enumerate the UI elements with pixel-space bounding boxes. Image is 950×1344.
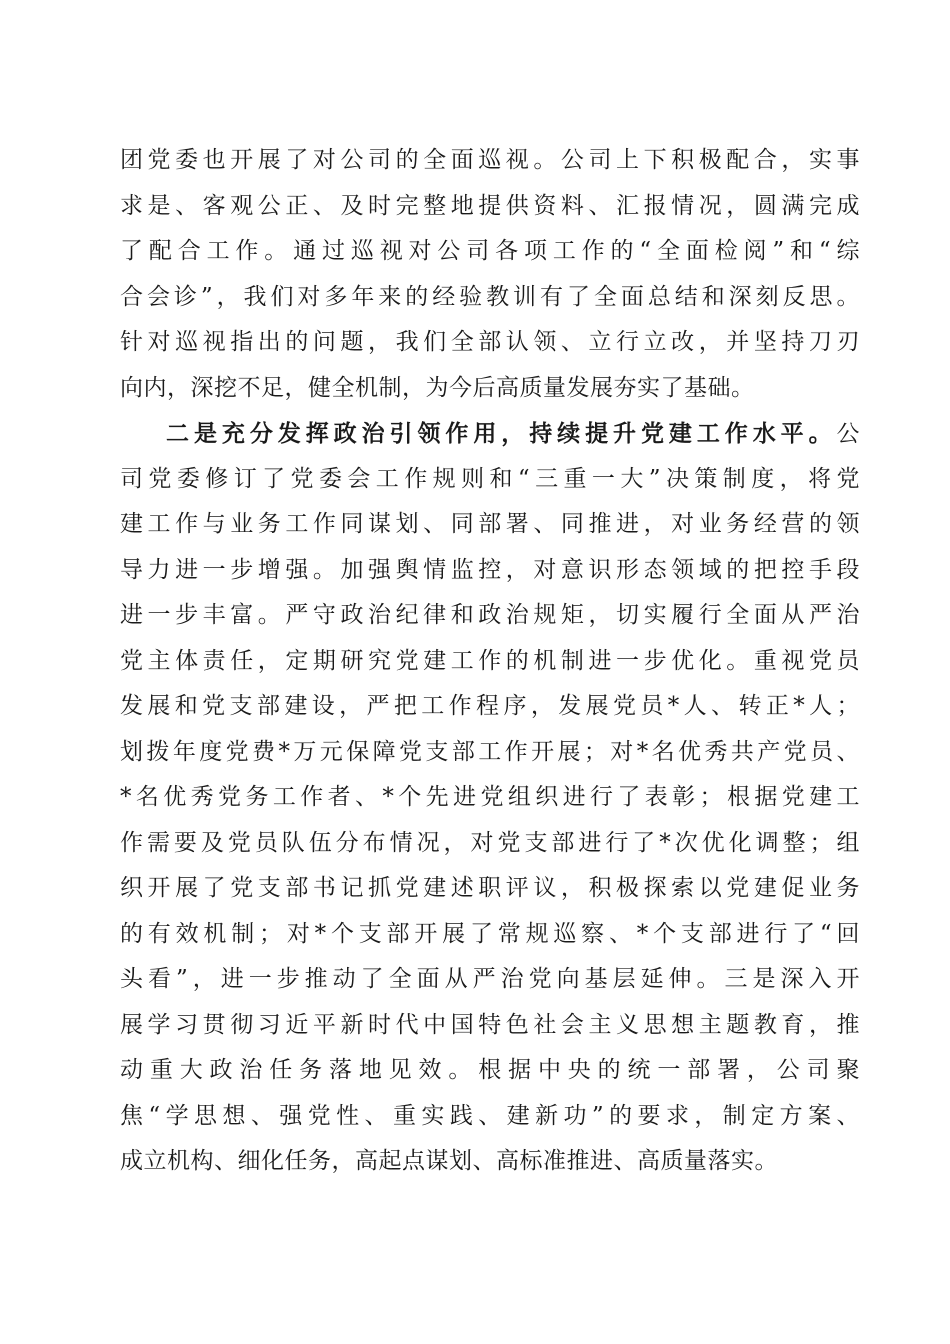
text-line: 作需要及党员队伍分布情况，对党支部进行了*次优化调整；组 [120,829,860,856]
text-line: 司党委修订了党委会工作规则和“三重一大”决策制度，将党 [120,465,860,492]
text-line: 团党委也开展了对公司的全面巡视。公司上下积极配合，实事 [120,147,860,173]
text-line: 求是、客观公正、及时完整地提供资料、汇报情况，圆满完成 [120,192,860,219]
text-line: 动重大政治任务落地见效。根据中央的统一部署，公司聚 [120,1057,860,1083]
text-line: 进一步丰富。严守政治纪律和政治规矩，切实履行全面从严治 [120,602,860,628]
text-fragment: 公 [836,421,860,447]
text-line: 向内，深挖不足，健全机制，为今后高质量发展夯实了基础。 [120,374,755,401]
text-line: 发展和党支部建设，严把工作程序，发展党员*人、转正*人； [120,693,860,719]
paragraph-inspection [120,138,860,411]
text-line: 党主体责任，定期研究党建工作的机制进一步优化。重视党员 [120,647,860,674]
text-line: 的有效机制；对*个支部开展了常规巡察、*个支部进行了“回 [120,920,860,947]
text-line [120,411,860,457]
text-line: 导力进一步增强。加强舆情监控，对意识形态领域的把控手段 [120,556,860,583]
text-line: 展学习贯彻习近平新时代中国特色社会主义思想主题教育，推 [120,1011,860,1038]
paragraph-party-building [120,411,860,1185]
text-line: 了配合工作。通过巡视对公司各项工作的“全面检阅”和“综 [120,238,860,264]
section-heading: 二是充分发挥政治引领作用，持续提升党建工作水平。 [166,420,837,447]
text-line: 头看”，进一步推动了全面从严治党向基层延伸。三是深入开 [120,966,860,992]
text-line: *名优秀党务工作者、*个先进党组织进行了表彰；根据党建工 [120,784,860,810]
document-body [120,138,860,1185]
text-line: 焦“学思想、强党性、重实践、建新功”的要求，制定方案、 [120,1102,860,1129]
text-line: 织开展了党支部书记抓党建述职评议，积极探索以党建促业务 [120,875,860,901]
text-line: 成立机构、细化任务，高起点谋划、高标准推进、高质量落实。 [120,1148,778,1174]
text-line: 合会诊”，我们对多年来的经验教训有了全面总结和深刻反思。 [120,283,860,310]
text-line: 建工作与业务工作同谋划、同部署、同推进，对业务经营的领 [120,511,860,537]
text-line: 划拨年度党费*万元保障党支部工作开展；对*名优秀共产党员、 [120,738,860,765]
text-line: 针对巡视指出的问题，我们全部认领、立行立改，并坚持刀刃 [120,329,860,355]
